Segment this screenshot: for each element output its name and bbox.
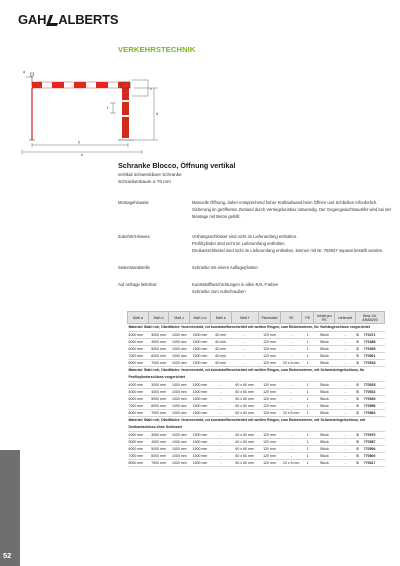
- logo-text-right: ALBERTS: [58, 11, 119, 27]
- spec-line: Dreikantschlüssel sind nicht im Lieferumfang enthalten, können mit Nr. 783047 separat bestellt werden.: [192, 248, 384, 253]
- table-cell: -: [335, 460, 356, 467]
- logo-text-left: GAH: [18, 11, 47, 27]
- article-number: 770495: [363, 347, 376, 351]
- table-cell: 60 x 60 mm: [231, 389, 258, 396]
- table-cell: -: [210, 410, 231, 417]
- table-cell: -: [335, 446, 356, 453]
- table-cell: 120 mm: [258, 389, 281, 396]
- table-cell: 1: [302, 353, 314, 360]
- table-row: [128, 353, 385, 360]
- spec-value: [192, 264, 392, 271]
- article-number-cell: [355, 460, 384, 467]
- table-cell: -: [231, 353, 258, 360]
- table-cell: Stück: [314, 453, 335, 460]
- table-cell: 5000 mm: [128, 389, 149, 396]
- table-cell: 1000 mm: [169, 446, 190, 453]
- table-cell: 1000 mm: [169, 382, 190, 389]
- table-cell: 1000 mm: [169, 432, 190, 439]
- table-cell: 1500 mm: [190, 403, 211, 410]
- table-row: [128, 446, 385, 453]
- table-cell: -: [281, 353, 302, 360]
- spec-line: Schranke zum Aufschrauben: [192, 289, 246, 294]
- article-number-cell: [355, 446, 384, 453]
- material-row: [128, 417, 385, 432]
- table-cell: 1500 mm: [190, 439, 211, 446]
- article-number-cell: [355, 389, 384, 396]
- table-cell: 1: [302, 439, 314, 446]
- col-header: Flachstahl: [258, 312, 281, 324]
- table-cell: 60 x 60 mm: [231, 439, 258, 446]
- table-cell: 1: [302, 382, 314, 389]
- availability-code: S: [356, 347, 359, 351]
- dim-label-f: f: [107, 106, 108, 110]
- material-description: Material: Stahl roh, Oberfläche: feuerverzinkt, rot kunststoffbeschichtet mit weißen Ringen, zum Einbetonieren, mit Schwenkriegelschloss, mit Dreikantschloss ohne Schlüssel: [128, 417, 385, 432]
- table-cell: 6000 mm: [128, 346, 149, 353]
- table-cell: 6000 mm: [148, 403, 169, 410]
- table-cell: Stück: [314, 396, 335, 403]
- article-number-cell: [355, 396, 384, 403]
- table-row: [128, 453, 385, 460]
- table-cell: 60 x 60 mm: [231, 432, 258, 439]
- article-number: 770600: [363, 454, 376, 458]
- availability-code: S: [356, 433, 359, 437]
- table-cell: 20 x 6 mm: [281, 410, 302, 417]
- logo-check-icon: [47, 14, 57, 24]
- table-cell: 1: [302, 396, 314, 403]
- table-cell: 7000 mm: [148, 410, 169, 417]
- table-cell: -: [281, 446, 302, 453]
- table-cell: -: [281, 332, 302, 339]
- col-header: Maß b: [148, 312, 169, 324]
- article-number: 770587: [363, 440, 376, 444]
- table-cell: Stück: [314, 410, 335, 417]
- table-cell: -: [231, 360, 258, 367]
- material-row: [128, 367, 385, 382]
- table-cell: 60 mm: [210, 346, 231, 353]
- product-title: Schranke Blocco, Öffnung vertikal: [118, 161, 236, 170]
- dim-label-a: a: [23, 70, 25, 74]
- table-cell: 1: [302, 346, 314, 353]
- table-cell: 4000 mm: [128, 432, 149, 439]
- table-cell: -: [335, 432, 356, 439]
- table-cell: 1500 mm: [190, 396, 211, 403]
- table-cell: 4000 mm: [128, 332, 149, 339]
- table-cell: -: [335, 453, 356, 460]
- table-cell: -: [335, 403, 356, 410]
- spec-seitenstand: [118, 264, 398, 274]
- table-cell: Stück: [314, 332, 335, 339]
- table-cell: -: [210, 439, 231, 446]
- article-number: 770488: [363, 340, 376, 344]
- article-number-cell: [355, 410, 384, 417]
- table-cell: -: [210, 403, 231, 410]
- table-cell: Stück: [314, 403, 335, 410]
- spec-line: Montage mit Beton gefüllt.: [192, 214, 241, 219]
- table-cell: 1: [302, 453, 314, 460]
- spec-value: [192, 199, 392, 220]
- table-cell: -: [335, 360, 356, 367]
- table-cell: -: [281, 432, 302, 439]
- spec-label: Montagehinweis:: [118, 200, 150, 205]
- material-row: [128, 324, 385, 332]
- table-cell: 1: [302, 339, 314, 346]
- article-number: 770617: [363, 461, 376, 465]
- table-cell: 7000 mm: [128, 403, 149, 410]
- table-cell: -: [210, 453, 231, 460]
- table-cell: 1: [302, 432, 314, 439]
- table-cell: 8000 mm: [128, 360, 149, 367]
- availability-code: S: [356, 397, 359, 401]
- table-cell: 1500 mm: [190, 360, 211, 367]
- table-row: [128, 403, 385, 410]
- table-cell: 1500 mm: [190, 332, 211, 339]
- availability-code: S: [356, 390, 359, 394]
- table-row: [128, 410, 385, 417]
- table-cell: Stück: [314, 446, 335, 453]
- table-cell: 1000 mm: [169, 332, 190, 339]
- table-header-row: [128, 312, 385, 324]
- dim-label-c: c: [150, 87, 152, 91]
- table-row: [128, 339, 385, 346]
- table-cell: 120 mm: [258, 396, 281, 403]
- table-cell: 8000 mm: [128, 460, 149, 467]
- table-cell: -: [281, 439, 302, 446]
- table-cell: -: [210, 432, 231, 439]
- spec-line: Schranke mit einem Auflagepfosten: [192, 265, 258, 270]
- table-cell: 1000 mm: [169, 396, 190, 403]
- table-cell: 60 x 60 mm: [231, 460, 258, 467]
- table-row: [128, 439, 385, 446]
- article-number-cell: [355, 439, 384, 446]
- article-number: 770549: [363, 397, 376, 401]
- table-cell: 1000 mm: [169, 460, 190, 467]
- table-cell: 5000 mm: [128, 339, 149, 346]
- table-cell: 1000 mm: [169, 346, 190, 353]
- table-cell: 60 x 60 mm: [231, 382, 258, 389]
- table-cell: 4000 mm: [148, 439, 169, 446]
- table-cell: Stück: [314, 339, 335, 346]
- spec-value: [192, 233, 392, 254]
- table-cell: 1000 mm: [169, 410, 190, 417]
- spec-value: [192, 281, 392, 295]
- table-cell: 5000 mm: [148, 446, 169, 453]
- article-number: 770501: [363, 354, 376, 358]
- table-cell: 120 mm: [258, 332, 281, 339]
- table-cell: -: [281, 453, 302, 460]
- table-row: [128, 346, 385, 353]
- table-cell: 120 mm: [258, 346, 281, 353]
- section-title: VERKEHRSTECHNIK: [118, 45, 196, 54]
- table-cell: -: [335, 410, 356, 417]
- article-number-cell: [355, 432, 384, 439]
- table-cell: 1500 mm: [190, 382, 211, 389]
- spec-line: Vorhängeschlösser sind nicht im Lieferumfang enthalten.: [192, 234, 298, 239]
- table-cell: 60 x 60 mm: [231, 396, 258, 403]
- table-cell: -: [335, 389, 356, 396]
- table-cell: 3000 mm: [148, 432, 169, 439]
- table-cell: 1500 mm: [190, 346, 211, 353]
- table-row: [128, 460, 385, 467]
- table-cell: 6000 mm: [128, 446, 149, 453]
- article-number: 770532: [363, 390, 376, 394]
- table-cell: 120 mm: [258, 353, 281, 360]
- col-header: Maß e: [210, 312, 231, 324]
- table-cell: Stück: [314, 432, 335, 439]
- main-post: [118, 82, 134, 140]
- table-cell: 120 mm: [258, 410, 281, 417]
- table-cell: 7000 mm: [128, 453, 149, 460]
- table-cell: 4000 mm: [148, 339, 169, 346]
- table-cell: Stück: [314, 382, 335, 389]
- table-cell: 1000 mm: [169, 453, 190, 460]
- dim-label-b: b: [78, 140, 80, 145]
- table-cell: -: [281, 389, 302, 396]
- table-cell: Stück: [314, 360, 335, 367]
- table-cell: -: [335, 396, 356, 403]
- article-number-cell: [355, 346, 384, 353]
- availability-code: S: [356, 354, 359, 358]
- table-cell: -: [335, 439, 356, 446]
- availability-code: S: [356, 461, 359, 465]
- table-cell: 3000 mm: [148, 382, 169, 389]
- article-number-cell: [355, 360, 384, 367]
- table-cell: Stück: [314, 389, 335, 396]
- table-cell: 120 mm: [258, 432, 281, 439]
- table-cell: 4000 mm: [148, 389, 169, 396]
- table-cell: 6000 mm: [148, 453, 169, 460]
- table-cell: 120 mm: [258, 403, 281, 410]
- table-cell: -: [335, 346, 356, 353]
- article-number: 770563: [363, 411, 376, 415]
- table-cell: -: [210, 382, 231, 389]
- table-cell: -: [210, 396, 231, 403]
- table-cell: -: [231, 346, 258, 353]
- product-diameter: Schrankenbaum ⌀ 76 mm: [118, 179, 171, 184]
- table-cell: 60 mm: [210, 332, 231, 339]
- table-cell: 120 mm: [258, 460, 281, 467]
- table-cell: 1000 mm: [169, 389, 190, 396]
- table-cell: 7000 mm: [128, 353, 149, 360]
- table-cell: -: [210, 446, 231, 453]
- table-row: [128, 360, 385, 367]
- table-cell: 1000 mm: [169, 360, 190, 367]
- table-cell: -: [281, 403, 302, 410]
- article-number: 770570: [363, 433, 376, 437]
- table-cell: 6000 mm: [148, 353, 169, 360]
- col-header: Inhalt pro PE: [314, 312, 335, 324]
- table-cell: 1: [302, 332, 314, 339]
- table-cell: 60 mm: [210, 353, 231, 360]
- article-number-cell: [355, 382, 384, 389]
- table-cell: -: [335, 339, 356, 346]
- availability-code: S: [356, 411, 359, 415]
- col-header: Best.-Nr. ARAB200: [355, 312, 384, 324]
- page-tab: [0, 450, 20, 566]
- table-cell: -: [281, 382, 302, 389]
- spec-line: Profilzylinder sind nicht im Lieferumfang enthalten.: [192, 241, 286, 246]
- availability-code: S: [356, 383, 359, 387]
- table-cell: 120 mm: [258, 382, 281, 389]
- article-number-cell: [355, 453, 384, 460]
- table-cell: 1000 mm: [169, 403, 190, 410]
- table-cell: 20 x 6 mm: [281, 360, 302, 367]
- table-cell: 1500 mm: [190, 453, 211, 460]
- article-number: 770518: [363, 361, 376, 365]
- table-cell: -: [231, 332, 258, 339]
- col-header: Maß c: [169, 312, 190, 324]
- table-cell: 1: [302, 460, 314, 467]
- table-cell: -: [231, 339, 258, 346]
- table-row: [128, 382, 385, 389]
- table-cell: -: [281, 339, 302, 346]
- table-cell: 1500 mm: [190, 432, 211, 439]
- table-cell: 1: [302, 360, 314, 367]
- table-cell: 1500 mm: [190, 339, 211, 346]
- article-table: [127, 311, 385, 467]
- table-cell: -: [335, 353, 356, 360]
- table-cell: 5000 mm: [148, 346, 169, 353]
- spec-line: Kunststoffbeschichtungen in allen RAL-Farben: [192, 282, 279, 287]
- table-cell: 120 mm: [258, 339, 281, 346]
- article-number: 770594: [363, 447, 376, 451]
- table-cell: 1: [302, 389, 314, 396]
- spec-label: Zubehör/Hinweis:: [118, 234, 151, 239]
- table-cell: 6000 mm: [128, 396, 149, 403]
- table-cell: 60 x 60 mm: [231, 410, 258, 417]
- support-post: [29, 88, 35, 140]
- table-cell: 1500 mm: [190, 389, 211, 396]
- spec-montagehinweis: [118, 199, 398, 223]
- table-cell: 7000 mm: [148, 360, 169, 367]
- article-number: 770471: [363, 333, 376, 337]
- table-cell: 5000 mm: [128, 439, 149, 446]
- table-cell: 7000 mm: [148, 460, 169, 467]
- col-header: Maß f: [231, 312, 258, 324]
- brand-logo: [18, 11, 138, 27]
- table-cell: Stück: [314, 439, 335, 446]
- table-cell: 3000 mm: [148, 332, 169, 339]
- dim-label-d: d: [156, 112, 158, 116]
- table-cell: 1: [302, 410, 314, 417]
- table-cell: 20 x 6 mm: [281, 460, 302, 467]
- availability-code: S: [356, 340, 359, 344]
- barrier-technical-drawing: [18, 60, 188, 160]
- material-description: Material: Stahl roh, Oberfläche: feuerverzinkt, rot kunststoffbeschichtet mit weißen Ringen, zum Einbetonieren, für Vorhängeschloss vorgerichtet: [128, 324, 385, 332]
- availability-code: S: [356, 454, 359, 458]
- table-cell: 120 mm: [258, 453, 281, 460]
- table-cell: 1000 mm: [169, 439, 190, 446]
- table-cell: 120 mm: [258, 439, 281, 446]
- article-number-cell: [355, 403, 384, 410]
- col-header: Lieferzeit: [335, 312, 356, 324]
- availability-code: S: [356, 333, 359, 337]
- article-number-cell: [355, 339, 384, 346]
- table-row: [128, 332, 385, 339]
- article-number-cell: [355, 353, 384, 360]
- table-cell: -: [335, 382, 356, 389]
- product-subtitle: vertikal schwenkbare Schranke: [118, 172, 182, 177]
- table-cell: 1500 mm: [190, 410, 211, 417]
- article-number: 770556: [363, 404, 376, 408]
- spec-line: Manuelle Öffnung, daher entsprechend hoher Kraftaufwand beim Öffnen und Schließen erforderlich.: [192, 200, 378, 205]
- table-cell: 60 mm: [210, 339, 231, 346]
- table-cell: 1000 mm: [169, 353, 190, 360]
- table-cell: 60 x 60 mm: [231, 403, 258, 410]
- col-header: VE: [281, 312, 302, 324]
- spec-auf-anfrage: [118, 281, 398, 297]
- table-cell: -: [210, 389, 231, 396]
- table-row: [128, 389, 385, 396]
- table-cell: 120 mm: [258, 446, 281, 453]
- table-cell: -: [281, 346, 302, 353]
- table-cell: 1500 mm: [190, 446, 211, 453]
- dimension-lines: [22, 77, 158, 154]
- table-cell: 1000 mm: [169, 339, 190, 346]
- table-cell: -: [281, 396, 302, 403]
- page-number: 52: [3, 551, 12, 560]
- table-cell: 4000 mm: [128, 382, 149, 389]
- availability-code: S: [356, 361, 359, 365]
- table-cell: -: [210, 460, 231, 467]
- spec-line: Sicherung im geöffneten Zustand durch Verriegelunsbox notwendig. Der Gegengewichtsauslfer wird bei der: [192, 207, 392, 212]
- table-cell: 1: [302, 446, 314, 453]
- table-cell: 8000 mm: [128, 410, 149, 417]
- table-row: [128, 396, 385, 403]
- material-description: Material: Stahl roh, Oberfläche: feuerverzinkt, rot kunststoffbeschichtet mit weißen Ringen, zum Einbetonieren, mit Schwenkriegelschloss, für Profilzylinderschloss vorgerichtet: [128, 367, 385, 382]
- table-body: [128, 324, 385, 467]
- barrier-arm: [32, 82, 130, 88]
- availability-code: S: [356, 447, 359, 451]
- table-cell: 120 mm: [258, 360, 281, 367]
- table-row: [128, 432, 385, 439]
- table-cell: Stück: [314, 353, 335, 360]
- col-header: Maß d ⌀: [190, 312, 211, 324]
- spec-label: Seitenstandstelle: [118, 265, 150, 270]
- availability-code: S: [356, 404, 359, 408]
- table-cell: 1: [302, 403, 314, 410]
- table-cell: 60 x 60 mm: [231, 453, 258, 460]
- table-cell: Stück: [314, 346, 335, 353]
- col-header: PE: [302, 312, 314, 324]
- table-cell: Stück: [314, 460, 335, 467]
- table-cell: -: [335, 332, 356, 339]
- table-cell: 1500 mm: [190, 460, 211, 467]
- article-number-cell: [355, 332, 384, 339]
- availability-code: S: [356, 440, 359, 444]
- col-header: Maß a: [128, 312, 149, 324]
- table-cell: 1500 mm: [190, 353, 211, 360]
- dim-label-e: e: [81, 153, 83, 157]
- spec-label: Auf Anfrage lieferbar:: [118, 282, 158, 287]
- article-number: 770525: [363, 383, 376, 387]
- table-cell: 5000 mm: [148, 396, 169, 403]
- table-cell: 60 x 60 mm: [231, 446, 258, 453]
- table-cell: 60 mm: [210, 360, 231, 367]
- spec-zubehoer: [118, 233, 398, 257]
